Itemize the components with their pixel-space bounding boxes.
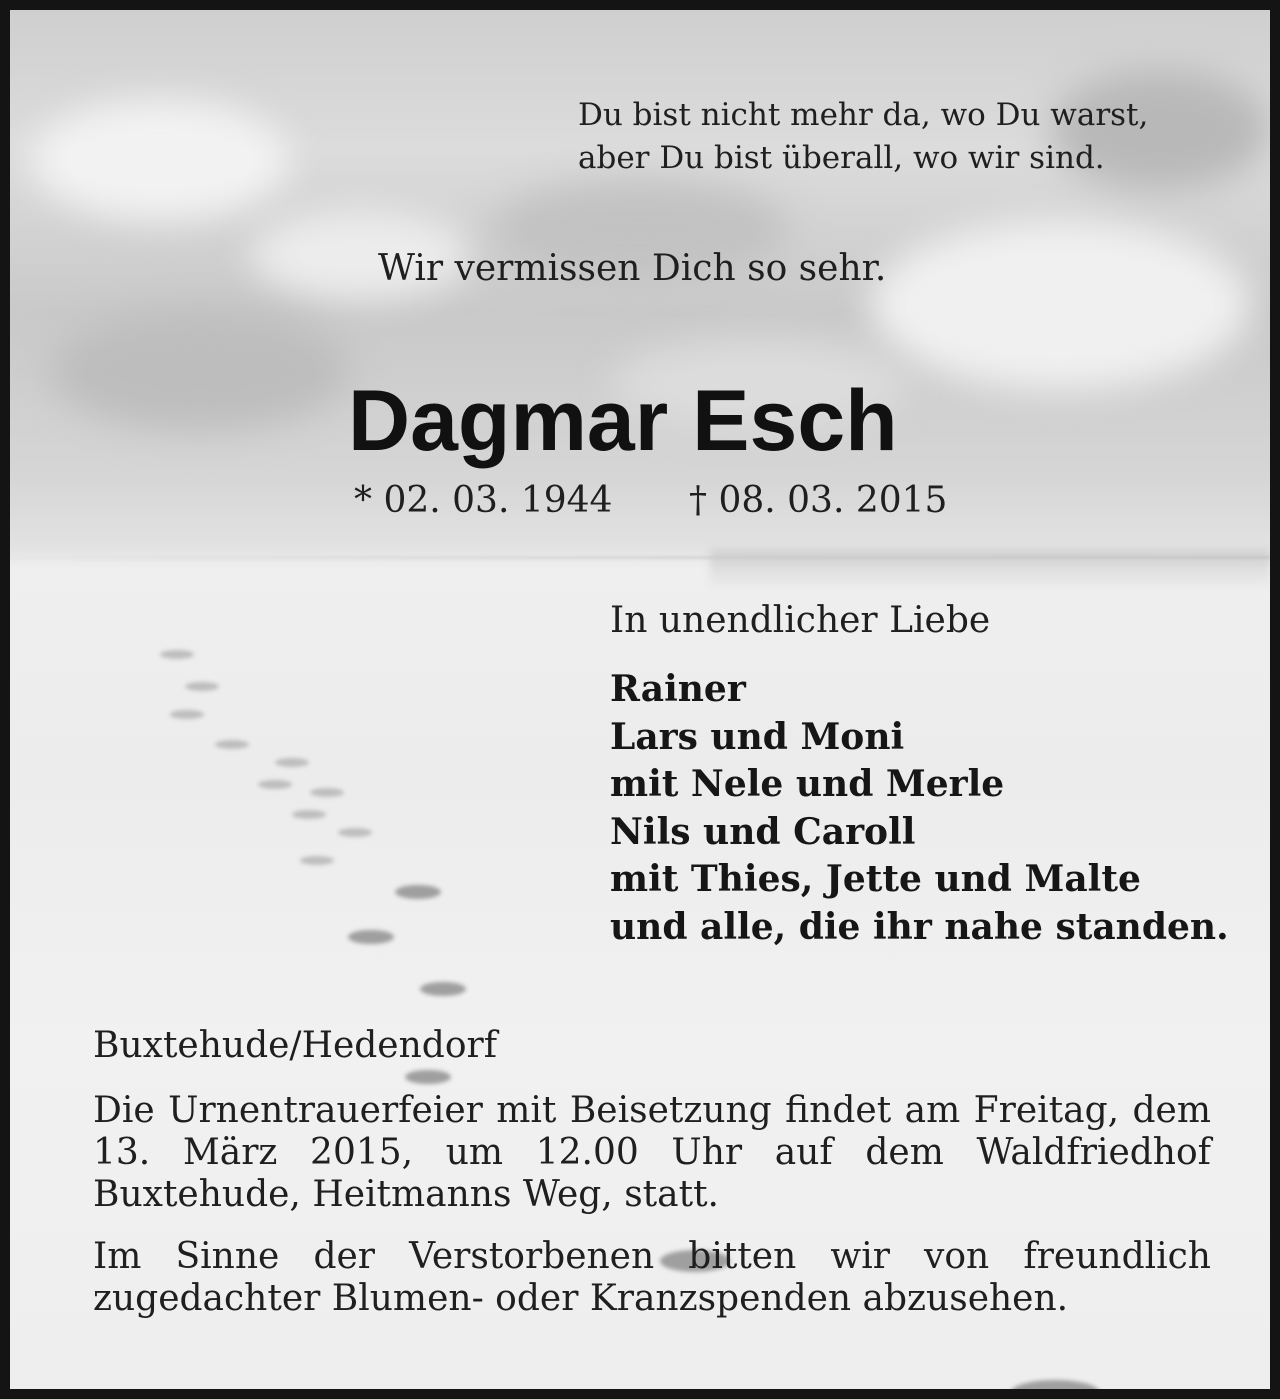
death-date: † 08. 03. 2015: [689, 480, 948, 521]
family-line: und alle, die ihr nahe standen.: [610, 905, 1229, 948]
flowers-text: Im Sinne der Verstorbenen bitten wir von freundlich zugedachter Blumen- oder Kranzspenden abzusehen.: [93, 1236, 1211, 1319]
family-list: [610, 666, 1229, 951]
family-line: mit Nele und Merle: [610, 763, 1005, 805]
family-line: Nils und Caroll: [610, 810, 916, 853]
ceremony-text: Die Urnentrauerfeier mit Beisetzung findet am Freitag, dem 13. März 2015, um 12.00 Uhr auf dem Waldfriedhof Buxtehude, Heitmanns Weg, statt.: [93, 1090, 1211, 1215]
family-line: Lars und Moni: [610, 715, 905, 758]
family-line: Rainer: [610, 668, 746, 710]
poem-quote: [578, 94, 1148, 180]
deceased-name: Dagmar Esch: [348, 373, 898, 469]
miss-line: Wir vermissen Dich so sehr.: [378, 248, 887, 289]
poem-line: aber Du bist überall, wo wir sind.: [578, 140, 1105, 176]
place: Buxtehude/Hedendorf: [93, 1025, 498, 1066]
birth-date: * 02. 03. 1944: [354, 480, 613, 521]
love-line: In unendlicher Liebe: [610, 600, 991, 641]
family-line: mit Thies, Jette und Malte: [610, 858, 1141, 900]
poem-line: Du bist nicht mehr da, wo Du warst,: [578, 97, 1149, 133]
